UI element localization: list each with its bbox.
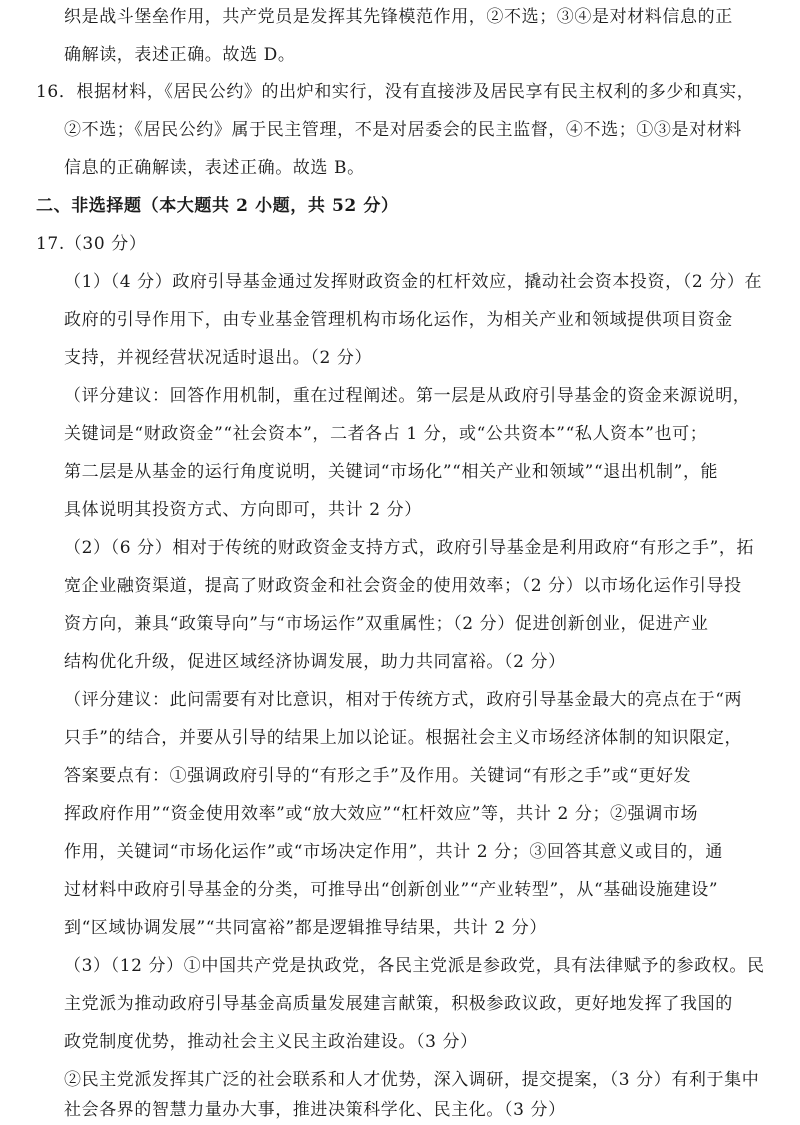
- text-line: 过材料中政府引导基金的分类，可推导出“创新创业”“产业转型”，从“基础设施建设”: [64, 880, 719, 900]
- text-line: （评分建议：回答作用机制，重在过程阐述。第一层是从政府引导基金的资金来源说明，: [64, 386, 751, 406]
- section-heading: 二、非选择题（本大题共 2 小题，共 52 分）: [36, 196, 399, 216]
- text-line: 作用，关键词“市场化运作”或“市场决定作用”，共计 2 分；③回答其意义或目的，通: [64, 842, 723, 862]
- text-line: ②民主党派发挥其广泛的社会联系和人才优势，深入调研，提交提案，（3 分）有利于集中: [64, 1070, 760, 1090]
- text-line: 结构优化升级，促进区域经济协调发展，助力共同富裕。（2 分）: [64, 652, 566, 672]
- text-line: 主党派为推动政府引导基金高质量发展建言献策，积极参政议政，更好地发挥了我国的: [64, 994, 733, 1014]
- text-line: 资方向，兼具“政策导向”与“市场运作”双重属性；（2 分）促进创新创业，促进产业: [64, 614, 709, 634]
- text-line: 政党制度优势，推动社会主义民主政治建设。（3 分）: [64, 1032, 478, 1052]
- text-line: 第二层是从基金的运行角度说明，关键词“市场化”“相关产业和领域”“退出机制”，能: [64, 462, 719, 482]
- text-line: 宽企业融资渠道，提高了财政资金和社会资金的使用效率；（2 分）以市场化运作引导投: [64, 576, 742, 596]
- text-line: 挥政府作用”“资金使用效率”或“放大效应”“杠杆效应”等，共计 2 分；②强调市场: [64, 804, 699, 824]
- question-17: 17.（30 分）: [36, 234, 147, 254]
- text-line: 具体说明其投资方式、方向即可，共计 2 分）: [64, 500, 422, 520]
- question-16: 16．根据材料，《居民公约》的出炉和实行，没有直接涉及居民享有民主权利的多少和真实，: [36, 82, 755, 102]
- text-line: （3）（12 分）①中国共产党是执政党，各民主党派是参政党，具有法律赋予的参政权。民: [64, 956, 765, 976]
- text-line: 社会各界的智慧力量办大事，推进决策科学化、民主化。（3 分）: [64, 1100, 566, 1120]
- text-line: 到“区域协调发展”“共同富裕”都是逻辑推导结果，共计 2 分）: [64, 918, 547, 938]
- text-line: （2）（6 分）相对于传统的财政资金支持方式，政府引导基金是利用政府“有形之手”，拓: [64, 538, 755, 558]
- text-line: ②不选；《居民公约》属于民主管理，不是对居委会的民主监督，④不选；①③是对材料: [64, 120, 742, 140]
- text-line: 只手”的结合，并要从引导的结果上加以论证。根据社会主义市场经济体制的知识限定，: [64, 728, 743, 748]
- text-line: 信息的正确解读，表述正确。故选 B。: [64, 158, 365, 178]
- text-line: 织是战斗堡垒作用，共产党员是发挥其先锋模范作用，②不选；③④是对材料信息的正: [64, 7, 733, 27]
- text-line: 支持，并视经营状况适时退出。（2 分）: [64, 348, 373, 368]
- text-line: 答案要点有：①强调政府引导的“有形之手”及作用。关键词“有形之手”或“更好发: [64, 766, 692, 786]
- text-line: 确解读，表述正确。故选 D。: [64, 45, 296, 65]
- text-line: 政府的引导作用下，由专业基金管理机构市场化运作，为相关产业和领域提供项目资金: [64, 310, 733, 330]
- text-line: （1）（4 分）政府引导基金通过发挥财政资金的杠杆效应，撬动社会资本投资，（2 分）在: [64, 272, 763, 292]
- text-line: （评分建议：此问需要有对比意识，相对于传统方式，政府引导基金最大的亮点在于“两: [64, 690, 743, 710]
- text-line: 关键词是“财政资金”“社会资本”，二者各占 1 分，或“公共资本”“私人资本”也可；: [64, 424, 708, 444]
